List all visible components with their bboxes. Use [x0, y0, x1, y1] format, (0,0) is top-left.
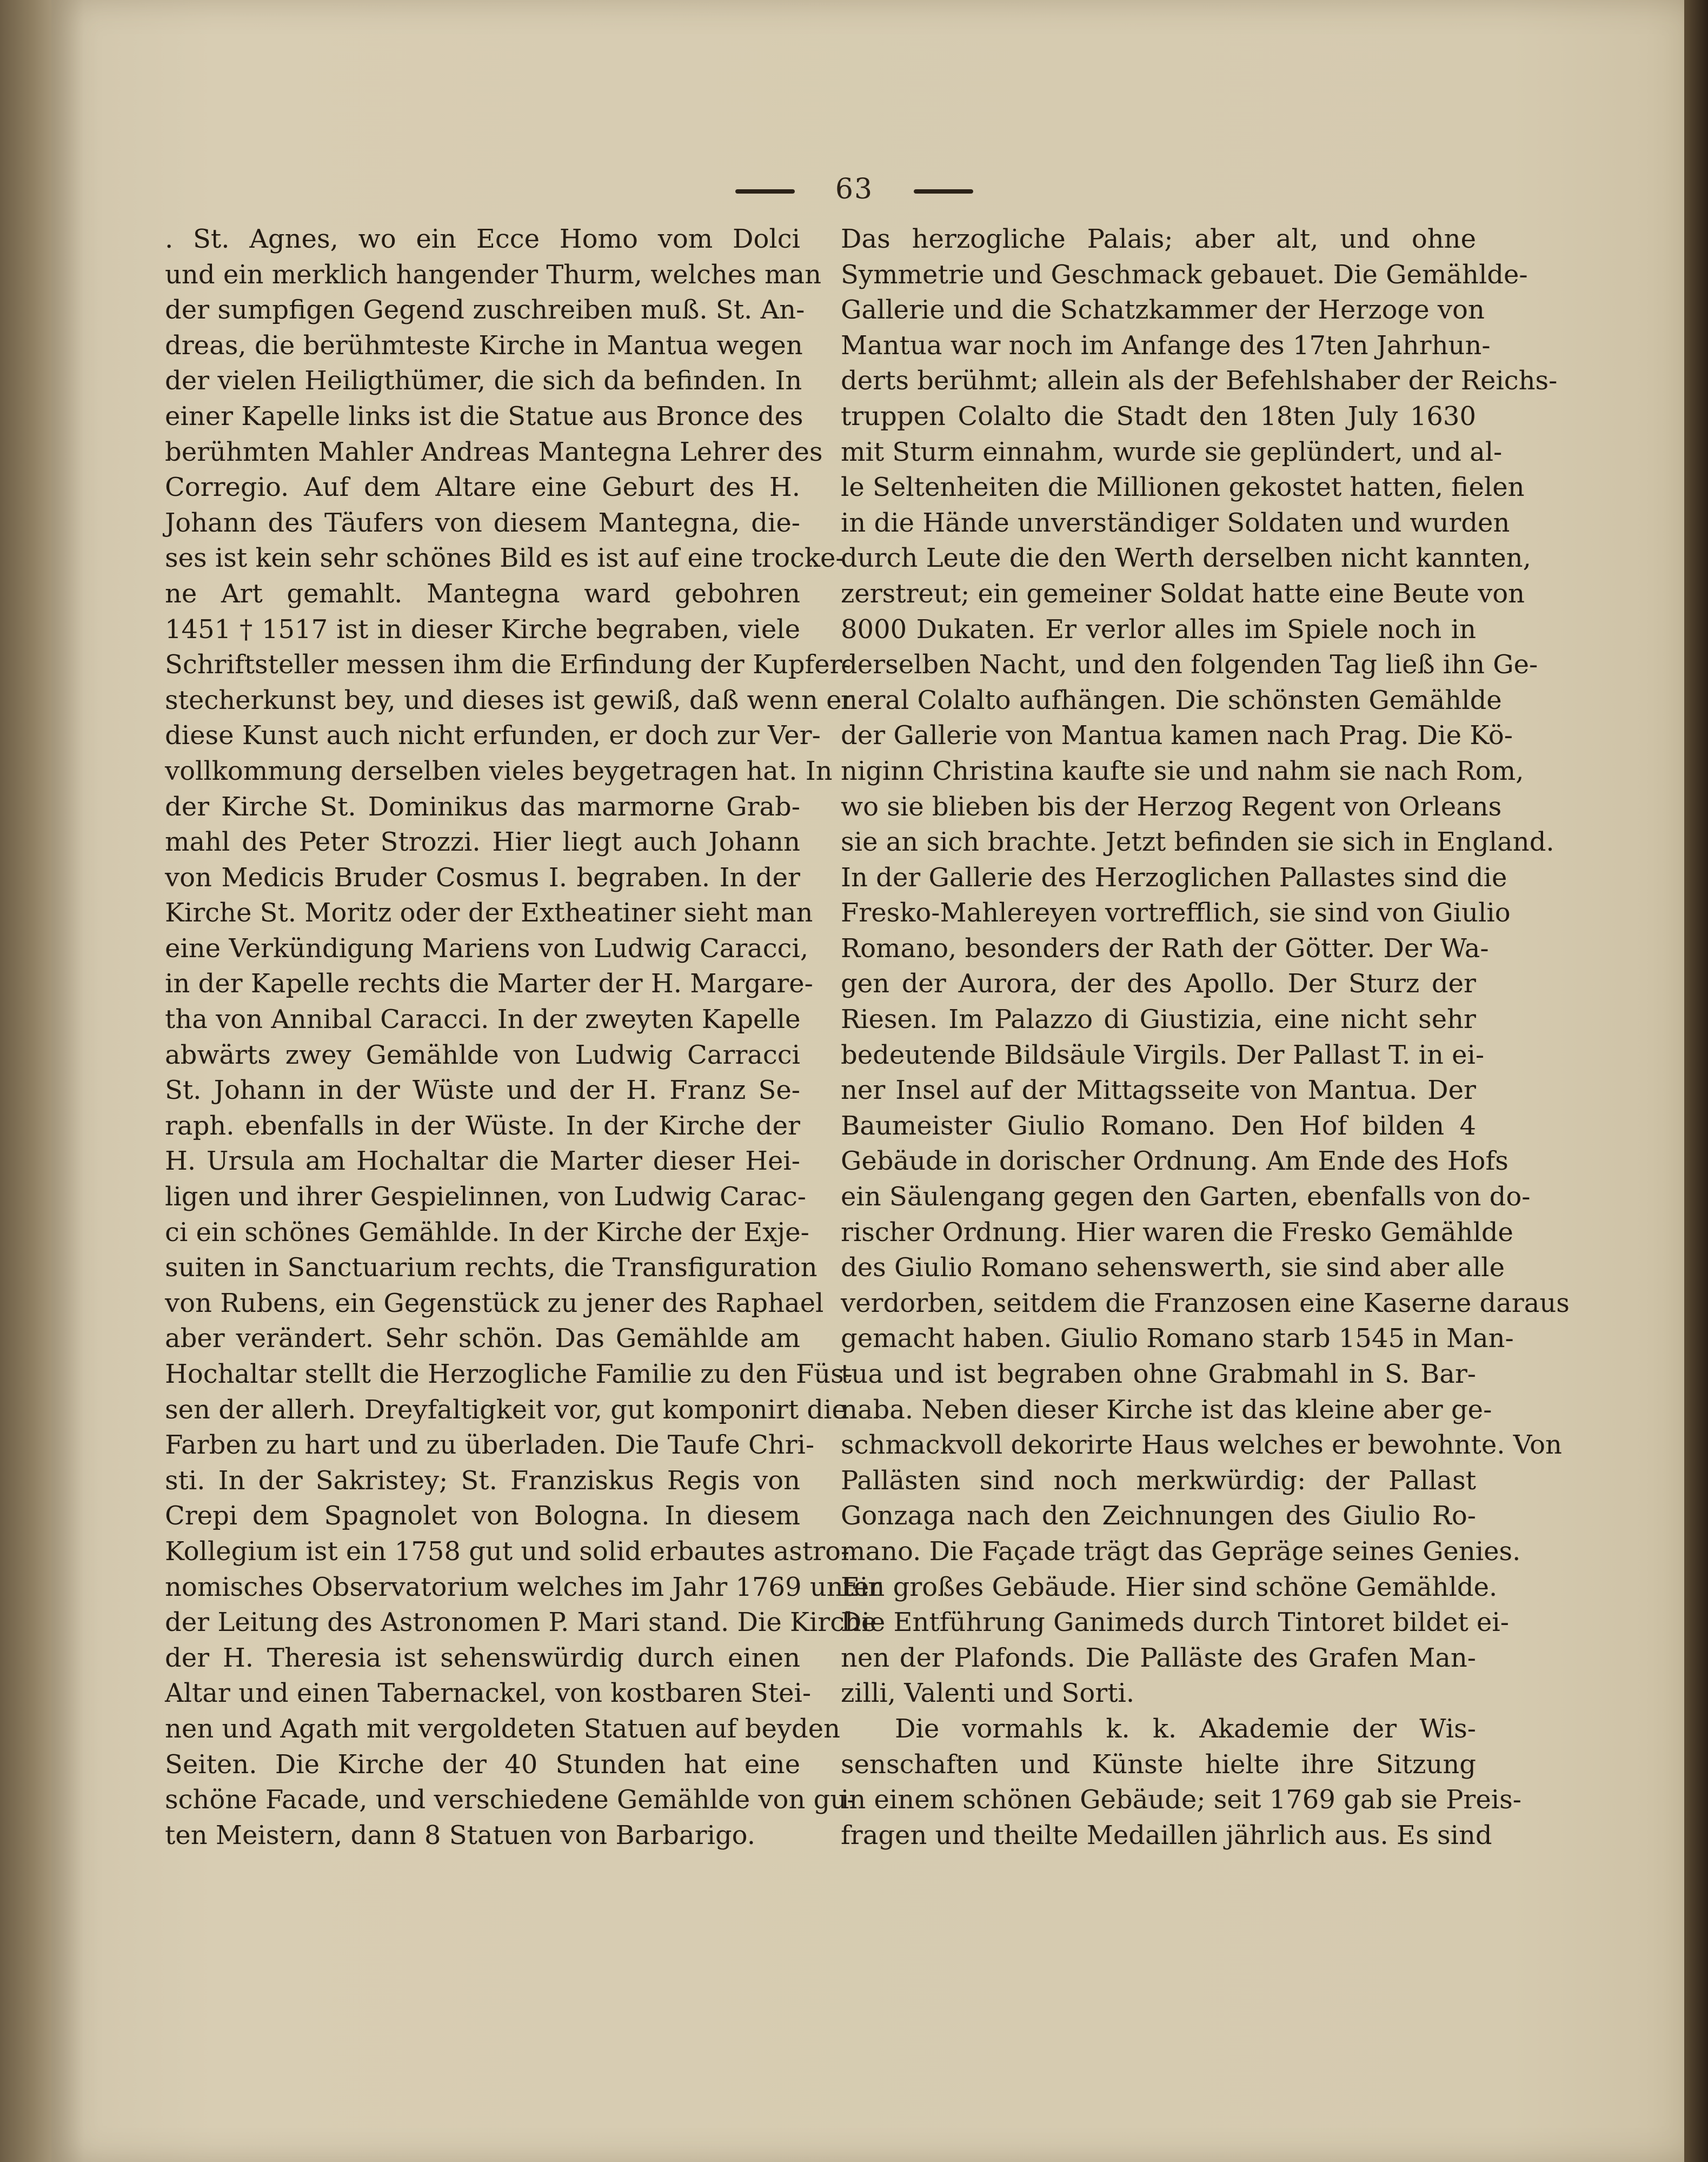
text-line: mit Sturm einnahm, wurde sie geplündert, und al- — [841, 436, 1503, 467]
text-line: wo sie blieben bis der Herzog Regent von Orleans — [841, 791, 1502, 822]
text-line: ci ein schönes Gemählde. In der Kirche der Exje- — [165, 1217, 809, 1248]
text-line: verdorben, seitdem die Franzosen eine Kaserne daraus — [841, 1288, 1570, 1318]
text-line: Mantua war noch im Anfange des 17ten Jahrhun- — [841, 330, 1491, 361]
text-line: ten Meistern, dann 8 Statuen von Barbarigo. — [165, 1820, 755, 1851]
text-line: 1451 † 1517 ist in dieser Kirche begraben, viele — [165, 614, 800, 645]
text-line: Die vormahls k. k. Akademie der Wis- — [895, 1713, 1476, 1744]
right-ornament — [914, 189, 973, 195]
text-line: mano. Die Façade trägt das Gepräge seines Genies. — [841, 1536, 1521, 1567]
text-line: fragen und theilte Medaillen jährlich aus. Es sind — [841, 1820, 1492, 1851]
text-line: . St. Agnes, wo ein Ecce Homo vom Dolci — [165, 224, 800, 254]
text-line: zerstreut; ein gemeiner Soldat hatte eine Beute von — [841, 578, 1525, 609]
text-line: ne Art gemahlt. Mantegna ward gebohren — [165, 578, 800, 609]
text-line: durch Leute die den Werth derselben nicht kannten, — [841, 543, 1531, 574]
text-line: niginn Christina kaufte sie und nahm sie nach Rom, — [841, 755, 1524, 786]
text-line: Gonzaga nach den Zeichnungen des Giulio Ro- — [841, 1501, 1476, 1531]
text-line: nen und Agath mit vergoldeten Statuen auf beyden — [165, 1713, 841, 1744]
text-line: in einem schönen Gebäude; seit 1769 gab sie Preis- — [841, 1785, 1521, 1815]
text-line: der H. Theresia ist sehenswürdig durch einen — [165, 1642, 800, 1673]
text-line: ner Insel auf der Mittagsseite von Mantua. Der — [841, 1075, 1476, 1106]
text-line: von Rubens, ein Gegenstück zu jener des Raphael — [165, 1288, 824, 1318]
text-line: rischer Ordnung. Hier waren die Fresko Gemählde — [841, 1217, 1513, 1248]
text-line: Gebäude in dorischer Ordnung. Am Ende des Hofs — [841, 1146, 1508, 1177]
text-line: Das herzogliche Palais; aber alt, und ohne — [841, 224, 1476, 254]
text-line: bedeutende Bildsäule Virgils. Der Pallast T. in ei- — [841, 1039, 1485, 1070]
text-line: ein Säulengang gegen den Garten, ebenfalls von do- — [841, 1182, 1531, 1212]
page-edge — [1684, 0, 1708, 2162]
text-line: ligen und ihrer Gespielinnen, von Ludwig Carac- — [165, 1182, 807, 1212]
text-line: der Kirche St. Dominikus das marmorne Grab- — [165, 791, 800, 822]
text-line: Seiten. Die Kirche der 40 Stunden hat eine — [165, 1749, 800, 1780]
text-line: der vielen Heiligthümer, die sich da befinden. In — [165, 366, 802, 396]
text-line: tha von Annibal Caracci. In der zweyten Kapelle — [165, 1004, 801, 1035]
text-line: Ein großes Gebäude. Hier sind schöne Gemählde. — [841, 1571, 1498, 1602]
text-line: Schriftsteller messen ihm die Erfindung der Kupfer- — [165, 649, 851, 680]
text-line: derselben Nacht, und den folgenden Tag ließ ihn Ge- — [841, 649, 1538, 680]
text-line: Gallerie und die Schatzkammer der Herzoge von — [841, 295, 1485, 326]
text-line: abwärts zwey Gemählde von Ludwig Carracci — [165, 1039, 800, 1070]
right-column — [841, 222, 1570, 1853]
text-line: senschaften und Künste hielte ihre Sitzung — [841, 1749, 1476, 1780]
text-line: eine Verkündigung Mariens von Ludwig Caracci, — [165, 933, 809, 964]
text-line: Crepi dem Spagnolet von Bologna. In diesem — [165, 1501, 800, 1531]
text-line: Romano, besonders der Rath der Götter. Der Wa- — [841, 933, 1489, 964]
text-line: der Leitung des Astronomen P. Mari stand. Die Kirche — [165, 1607, 877, 1638]
text-line: gen der Aurora, der des Apollo. Der Sturz der — [841, 969, 1476, 999]
text-line: St. Johann in der Wüste und der H. Franz Se- — [165, 1075, 800, 1106]
text-line: raph. ebenfalls in der Wüste. In der Kirche der — [165, 1110, 800, 1141]
text-line: sti. In der Sakristey; St. Franziskus Regis von — [165, 1465, 800, 1496]
text-line: vollkommung derselben vieles beygetragen hat. In — [165, 755, 833, 786]
text-line: Johann des Täufers von diesem Mantegna, die- — [165, 507, 800, 538]
text-line: ses ist kein sehr schönes Bild es ist auf eine trocke- — [165, 543, 845, 574]
text-line: nen der Plafonds. Die Palläste des Grafen Man- — [841, 1642, 1476, 1673]
text-line: truppen Colalto die Stadt den 18ten July 1630 — [841, 401, 1476, 432]
text-line: dreas, die berühmteste Kirche in Mantua wegen — [165, 330, 803, 361]
text-line: von Medicis Bruder Cosmus I. begraben. In der — [165, 862, 800, 893]
text-line: gemacht haben. Giulio Romano starb 1545 in Man- — [841, 1323, 1514, 1354]
text-line: Altar und einen Tabernackel, von kostbaren Stei- — [165, 1678, 812, 1709]
text-line: Riesen. Im Palazzo di Giustizia, eine nicht sehr — [841, 1004, 1476, 1035]
text-line: und ein merklich hangender Thurm, welches man — [165, 259, 822, 290]
text-line: sen der allerh. Dreyfaltigkeit vor, gut komponirt die — [165, 1394, 847, 1425]
text-line: zilli, Valenti und Sorti. — [841, 1678, 1135, 1709]
text-line: in die Hände unverständiger Soldaten und wurden — [841, 507, 1510, 538]
text-line: neral Colalto aufhängen. Die schönsten Gemählde — [841, 685, 1502, 715]
text-line: der sumpfigen Gegend zuschreiben muß. St. An- — [165, 295, 805, 326]
text-line: H. Ursula am Hochaltar die Marter dieser Hei- — [165, 1146, 800, 1177]
text-line: Kollegium ist ein 1758 gut und solid erbautes astro- — [165, 1536, 850, 1567]
text-line: in der Kapelle rechts die Marter der H. Margare- — [165, 969, 813, 999]
text-line: tua und ist begraben ohne Grabmahl in S. Bar- — [841, 1359, 1476, 1389]
left-ornament — [735, 189, 795, 195]
text-line: nomisches Observatorium welches im Jahr 1769 unter — [165, 1571, 882, 1602]
text-line: le Seltenheiten die Millionen gekostet hatten, fielen — [841, 472, 1525, 503]
text-line: sie an sich brachte. Jetzt befinden sie sich in England. — [841, 827, 1554, 858]
text-line: Hochaltar stellt die Herzogliche Familie zu den Füs- — [165, 1359, 853, 1389]
text-line: Corregio. Auf dem Altare eine Geburt des H. — [165, 472, 800, 503]
text-line: schöne Facade, und verschiedene Gemählde von gu- — [165, 1785, 856, 1815]
text-line: Die Entführung Ganimeds durch Tintoret bildet ei- — [841, 1607, 1509, 1638]
text-line: Fresko-Mahlereyen vortrefflich, sie sind von Giulio — [841, 898, 1511, 929]
text-line: einer Kapelle links ist die Statue aus Bronce des — [165, 401, 803, 432]
page-gutter — [0, 0, 51, 2162]
text-line: aber verändert. Sehr schön. Das Gemählde am — [165, 1323, 800, 1354]
text-line: naba. Neben dieser Kirche ist das kleine aber ge- — [841, 1394, 1492, 1425]
text-line: der Gallerie von Mantua kamen nach Prag. Die Kö- — [841, 720, 1513, 751]
text-line: suiten in Sanctuarium rechts, die Transfiguration — [165, 1252, 818, 1283]
text-line: Kirche St. Moritz oder der Extheatiner sieht man — [165, 898, 813, 929]
text-line: derts berühmt; allein als der Befehlshaber der Reichs- — [841, 366, 1558, 396]
text-line: berühmten Mahler Andreas Mantegna Lehrer des — [165, 436, 823, 467]
text-line: Farben zu hart und zu überladen. Die Taufe Chri- — [165, 1430, 815, 1461]
page-number: 63 — [835, 173, 874, 205]
text-line: diese Kunst auch nicht erfunden, er doch zur Ver- — [165, 720, 821, 751]
text-line: des Giulio Romano sehenswerth, sie sind aber alle — [841, 1252, 1505, 1283]
text-line: mahl des Peter Strozzi. Hier liegt auch Johann — [165, 827, 800, 858]
text-line: stecherkunst bey, und dieses ist gewiß, daß wenn er — [165, 685, 854, 715]
text-line: 8000 Dukaten. Er verlor alles im Spiele noch in — [841, 614, 1476, 645]
text-line: Symmetrie und Geschmack gebauet. Die Gemählde- — [841, 259, 1528, 290]
text-line: schmackvoll dekorirte Haus welches er bewohnte. Von — [841, 1430, 1562, 1461]
text-line: Pallästen sind noch merkwürdig: der Pallast — [841, 1465, 1476, 1496]
text-line: Baumeister Giulio Romano. Den Hof bilden 4 — [841, 1110, 1476, 1141]
text-line: In der Gallerie des Herzoglichen Pallastes sind die — [841, 862, 1507, 893]
left-column — [165, 222, 882, 1853]
